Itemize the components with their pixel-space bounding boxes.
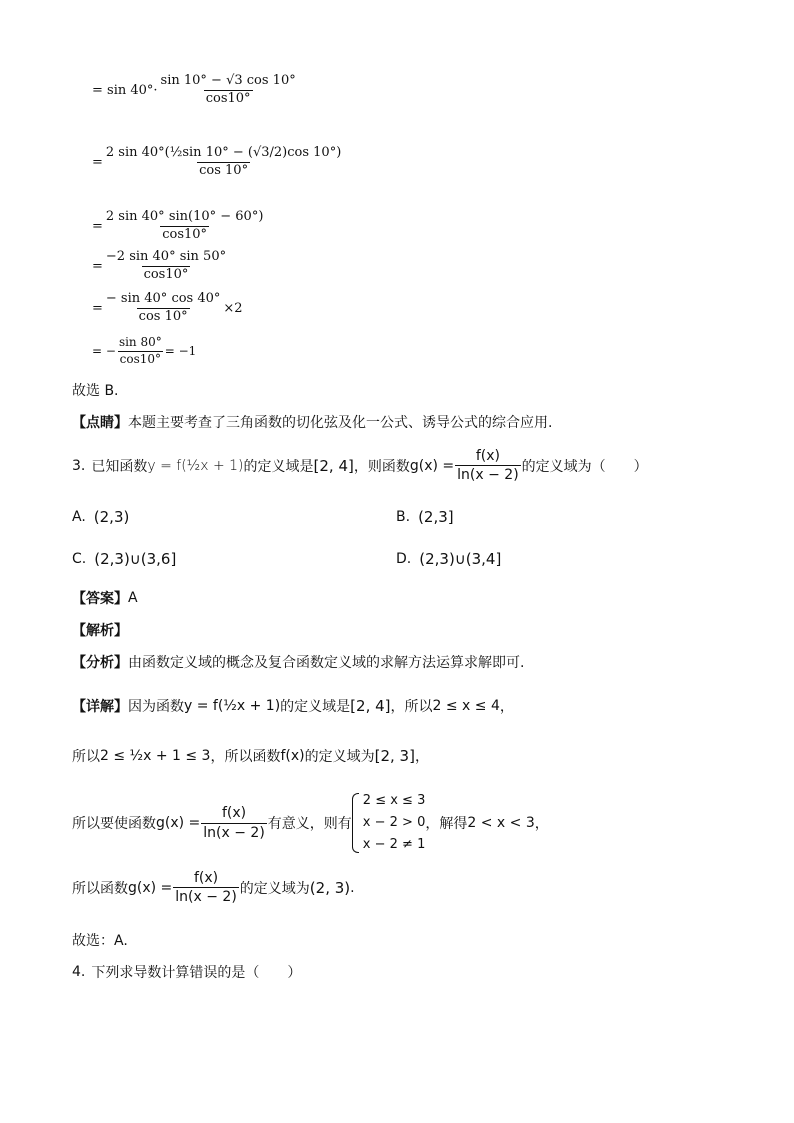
choose-a-line: 故选：A.: [72, 933, 128, 949]
fraction-numerator: f(x): [221, 805, 247, 822]
choose-b-line: 故选 B.: [72, 383, 119, 399]
fraction-denominator: ln(x − 2): [203, 824, 265, 841]
xiangjie-line-3: [72, 790, 549, 856]
question-text: 下列求导数计算错误的是（ ）: [91, 965, 302, 981]
question-number: 4.: [72, 964, 86, 980]
fraction-numerator: sin 10° − √3 cos 10°: [160, 73, 296, 88]
question-text: 的定义域是: [243, 458, 314, 475]
solution-text: 所以函数: [72, 880, 128, 897]
function-lhs: g(x) =: [128, 879, 173, 896]
system-row: 2 ≤ x ≤ 3: [362, 793, 426, 808]
function-expression: y = f(½x + 1): [184, 698, 281, 714]
solution-text: 所以: [72, 749, 100, 765]
eq-lead: =: [92, 258, 103, 274]
question-4: [72, 962, 301, 982]
option-a: [72, 508, 129, 526]
answer-tag: 【答案】: [72, 591, 128, 607]
inequality: 2 ≤ x ≤ 4: [432, 698, 500, 714]
option-d: [396, 550, 501, 568]
left-brace: [352, 793, 359, 853]
fraction-denominator: ln(x − 2): [175, 889, 237, 906]
solution-text: .: [350, 879, 355, 896]
solution-text: 所以要使函数: [72, 816, 156, 832]
jiexi-tag: 【解析】: [72, 623, 128, 639]
fraction: [104, 146, 343, 179]
fraction-denominator: cos10°: [143, 266, 189, 282]
answer-line: [72, 588, 138, 608]
fraction: [104, 250, 228, 283]
option-value: (2,3)∪(3,6]: [94, 550, 177, 568]
option-label: A.: [72, 509, 86, 525]
system-row: x − 2 > 0: [362, 815, 426, 830]
fenxi-text: 由函数定义域的概念及复合函数定义域的求解方法运算求解即可.: [128, 655, 525, 671]
fraction: [173, 870, 239, 905]
option-value: (2,3): [93, 508, 130, 526]
domain-interval: [2, 4]: [313, 456, 354, 475]
function-expression: y = f(½x + 1): [147, 457, 244, 474]
fraction-numerator: sin 80°: [118, 335, 162, 349]
xiangjie-tag: 【详解】: [72, 699, 128, 715]
solution-text: 的定义域为: [304, 749, 375, 765]
fraction-numerator: −2 sin 40° sin 50°: [105, 249, 227, 264]
dianjing-line: [72, 412, 552, 432]
fraction: [201, 805, 267, 840]
solution-text: ，: [499, 699, 514, 715]
fraction-denominator: cos10°: [119, 351, 162, 366]
solution-text: ，: [534, 816, 549, 832]
solution-text: 的定义域为: [239, 880, 310, 897]
derivation-line-3: [92, 210, 266, 243]
eq-tail: = −1: [164, 344, 197, 359]
solution-text: ，解得: [425, 816, 468, 832]
fraction: [117, 336, 164, 367]
eq-lead: =: [92, 300, 103, 316]
derivation-line-5: [92, 292, 243, 325]
fraction-denominator: ln(x − 2): [457, 467, 519, 484]
question-number: 3.: [72, 457, 86, 474]
question-text: ，则函数: [353, 458, 410, 475]
eq-lead: = sin 40°·: [92, 82, 158, 98]
option-value: (2,3)∪(3,4]: [419, 550, 502, 568]
domain-interval: [2, 4]: [350, 697, 391, 715]
fraction: [104, 210, 266, 243]
fraction: [104, 292, 223, 325]
question-text: 已知函数: [91, 458, 148, 475]
fenxi-line: [72, 652, 524, 672]
xiangjie-line-4: [72, 870, 355, 905]
fraction: [455, 448, 521, 483]
xiangjie-line-2: [72, 746, 429, 766]
domain-interval: [2, 3]: [374, 747, 415, 765]
option-label: B.: [396, 509, 411, 525]
fenxi-tag: 【分析】: [72, 655, 128, 671]
option-c: [72, 550, 176, 568]
eq-tail: ×2: [223, 300, 243, 316]
fraction-numerator: f(x): [193, 870, 219, 886]
eq-lead: =: [92, 218, 103, 234]
fraction-numerator: f(x): [475, 448, 500, 464]
derivation-line-1: [92, 74, 299, 107]
fraction-numerator: − sin 40° cos 40°: [105, 291, 221, 306]
dianjing-tag: 【点睛】: [72, 415, 128, 431]
eq-lead: =: [92, 154, 103, 170]
domain-interval: (2, 3): [309, 878, 351, 897]
dianjing-text: 本题主要考查了三角函数的切化弦及化一公式、诱导公式的综合应用.: [128, 415, 553, 431]
function-expression: f(x): [280, 748, 305, 764]
option-label: D.: [396, 551, 412, 567]
xiangjie-line-1: [72, 696, 514, 716]
option-label: C.: [72, 551, 87, 567]
inequality: 2 < x < 3: [467, 815, 535, 831]
solution-text: 有意义，则有: [267, 816, 352, 832]
question-text: 的定义域为（ ）: [521, 458, 648, 475]
fraction-denominator: cos10°: [162, 226, 208, 242]
solution-text: 的定义域是: [280, 699, 351, 715]
fraction-numerator: 2 sin 40° sin(10° − 60°): [105, 209, 264, 224]
option-b: [396, 508, 454, 526]
fraction-denominator: cos 10°: [199, 162, 249, 178]
solution-text: ，所以函数: [210, 749, 281, 765]
solution-text: ，所以: [390, 699, 433, 715]
solution-text: ，: [414, 749, 429, 765]
function-lhs: g(x) =: [156, 815, 201, 831]
fraction-denominator: cos10°: [205, 90, 251, 106]
eq-lead: = −: [92, 344, 116, 359]
function-lhs: g(x) =: [409, 457, 455, 474]
inequality-system: [363, 790, 426, 856]
solution-text: 因为函数: [128, 699, 184, 715]
option-value: (2,3]: [418, 508, 454, 526]
inequality: 2 ≤ ½x + 1 ≤ 3: [100, 748, 211, 764]
derivation-line-6: [92, 336, 196, 367]
fraction-denominator: cos 10°: [138, 308, 188, 324]
answer-value: A: [128, 590, 138, 606]
derivation-line-2: [92, 146, 344, 179]
system-row: x − 2 ≠ 1: [362, 837, 426, 852]
fraction-numerator: 2 sin 40°(½sin 10° − (√3/2)cos 10°): [105, 145, 342, 160]
question-3: [72, 448, 648, 483]
derivation-line-4: [92, 250, 229, 283]
fraction: [159, 74, 298, 107]
